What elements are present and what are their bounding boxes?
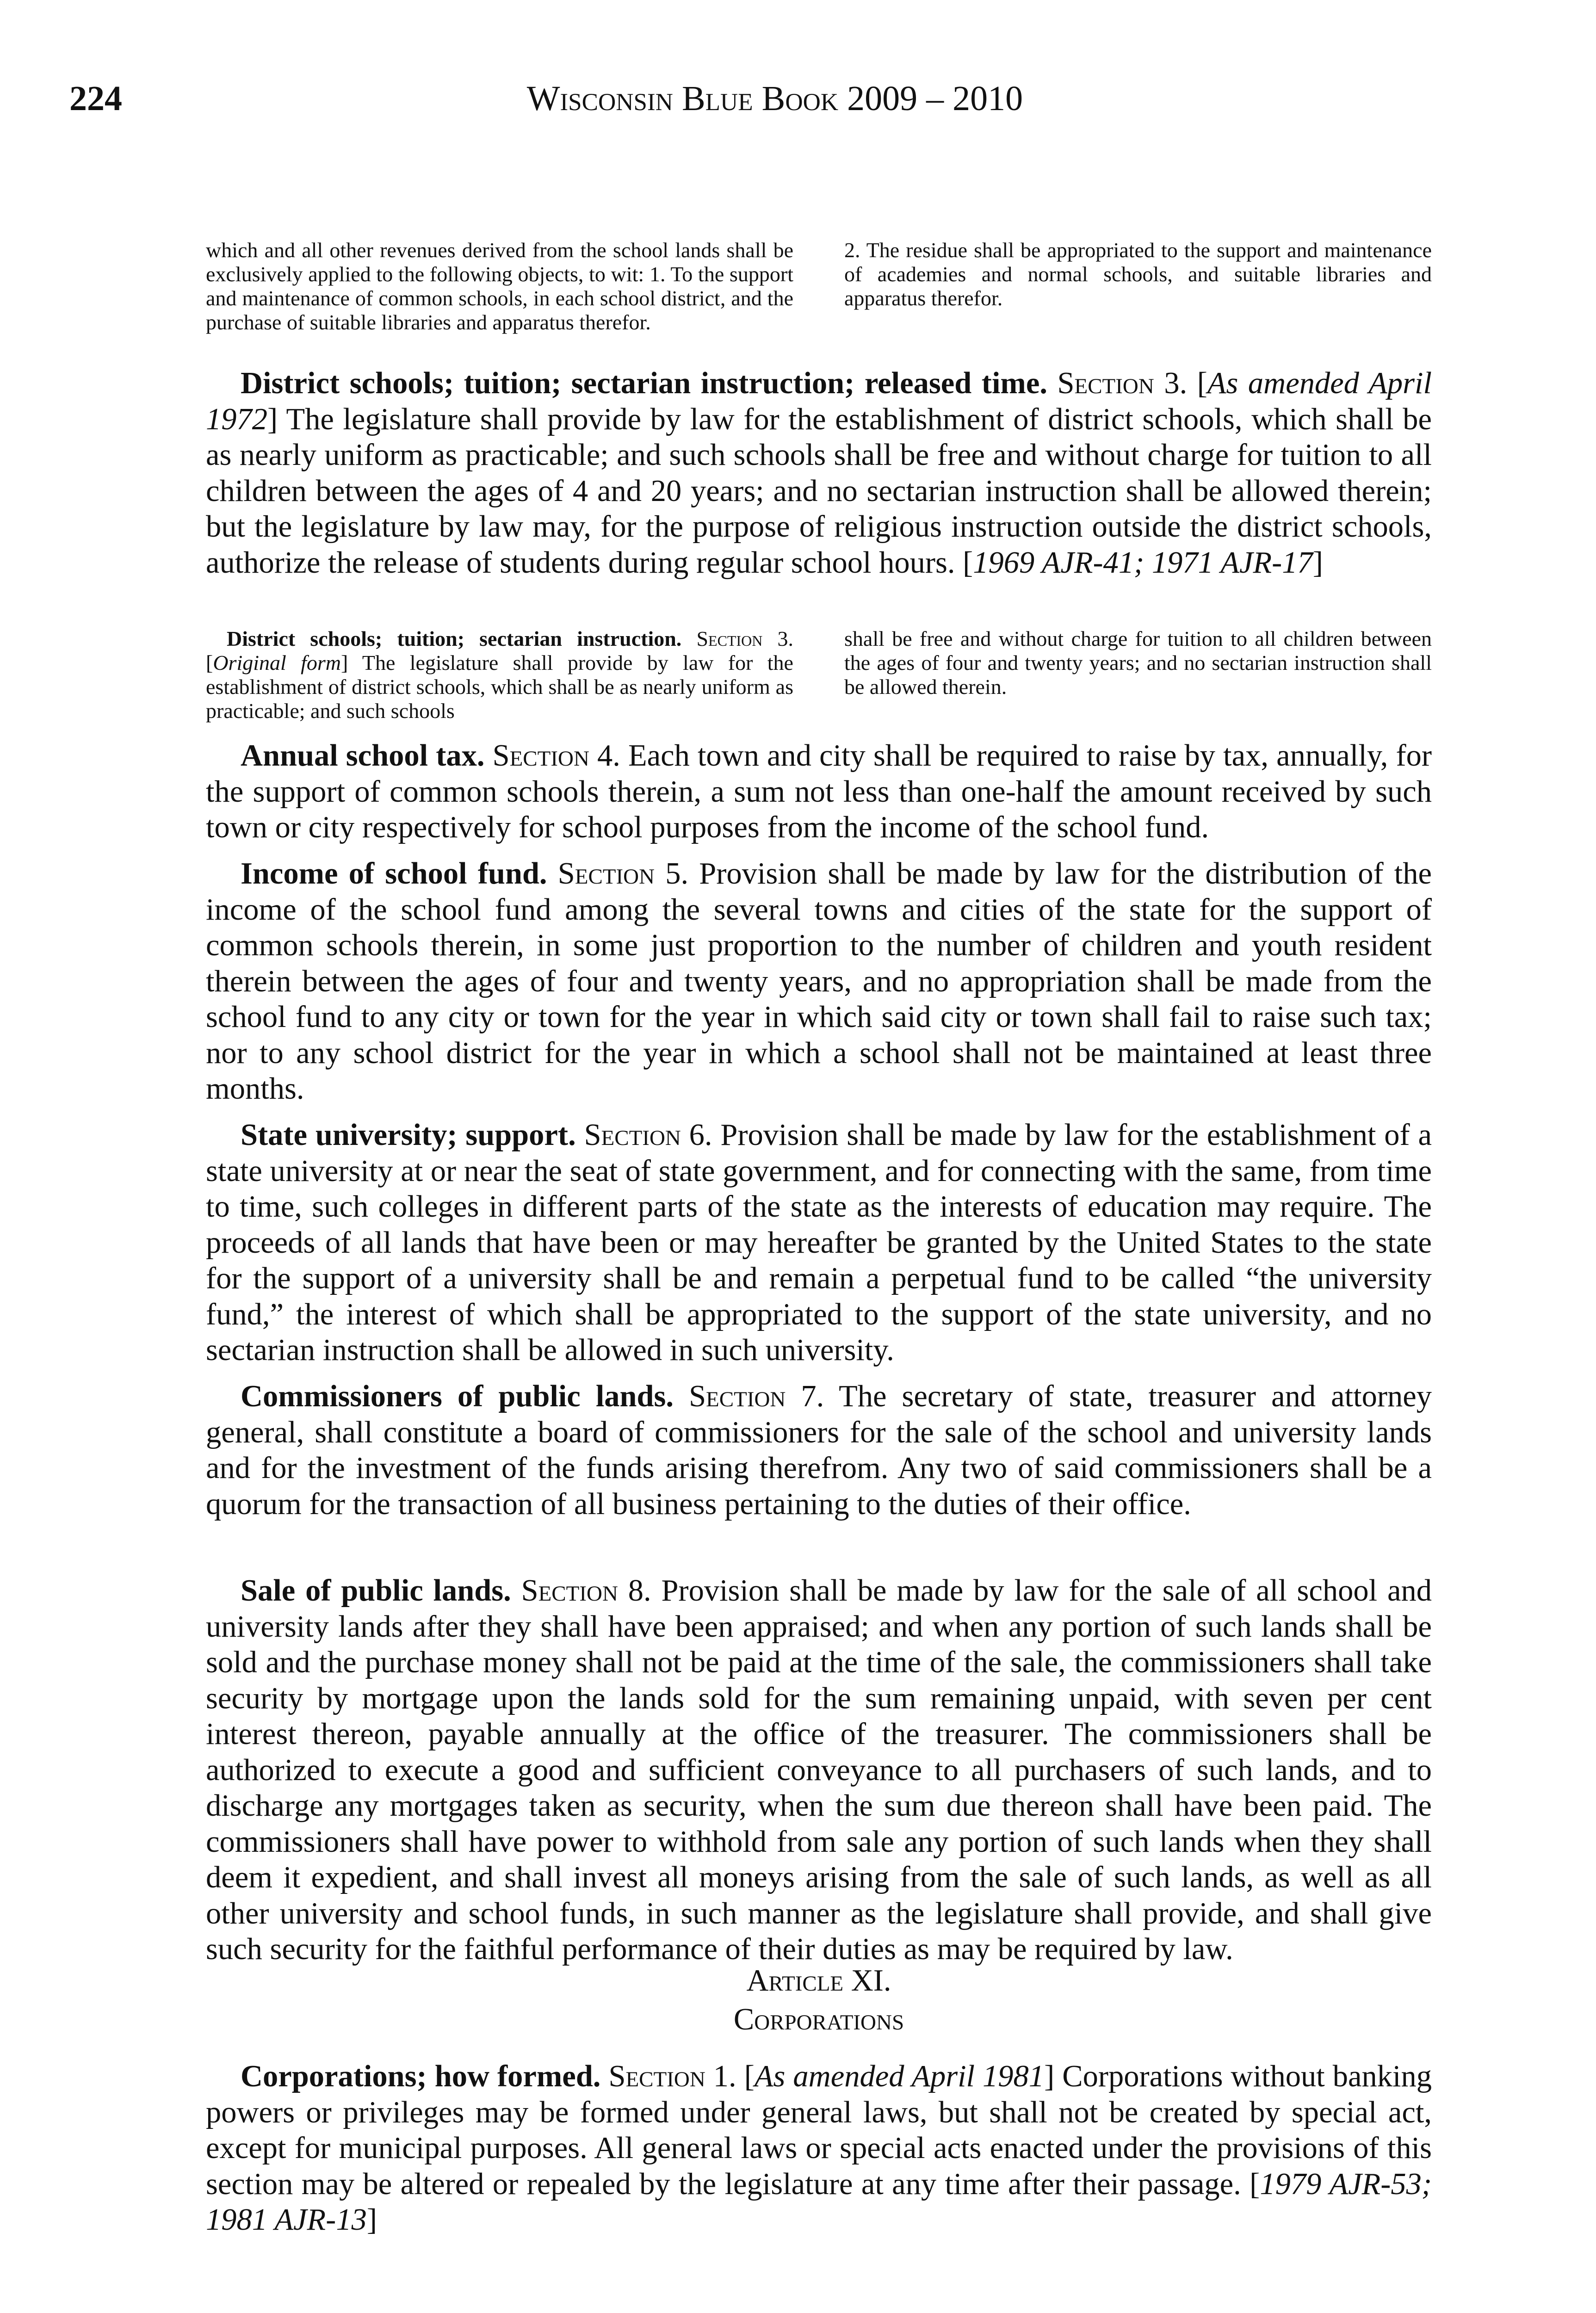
section-5-paragraph [206, 856, 1432, 1107]
citation-open-bracket: [ [963, 545, 973, 580]
citation-close-bracket: ] [366, 2203, 377, 2237]
section-6-paragraph [206, 1117, 1432, 1368]
section-heading: Sale of public lands. [241, 1574, 511, 1608]
notes-left-column [206, 627, 793, 723]
section-text: Provision shall be made by law for the distribution of the income of the school fund among the several towns and cities of the state for the support of common schools therein, in some just proportion to the number of children and youth resident therein between the ages of four and twenty years, and no appropriation shall be made from the school fund to any city or town for the year in which said city or town shall fail to raise such tax; nor to any school district for the year in which a school shall not be maintained at least three months. [206, 857, 1432, 1106]
note-heading: District schools; tuition; sectarian instruction. [227, 627, 682, 650]
section-text: Corporations without banking powers or privileges may be formed under general laws, but shall not be created by special act, except for municipal purposes. All general laws or special acts enacted under the provisions of this section may be altered or repealed by the legislature at any time after their passage. [206, 2059, 1432, 2201]
section-heading: District schools; tuition; sectarian instruction; released time. [241, 366, 1047, 400]
section-heading: Commissioners of public lands. [241, 1379, 674, 1413]
section-heading: State university; support. [241, 1118, 576, 1152]
article-heading [206, 1961, 1432, 2039]
citation: 1979 AJR-53; 1981 AJR-13 [206, 2167, 1432, 2237]
amendment-close-bracket: ] [1044, 2059, 1055, 2093]
section-label: Section 4. [492, 739, 620, 773]
section-label: Section 3. [1057, 366, 1188, 400]
page-number: 224 [69, 79, 122, 118]
section-heading: Annual school tax. [241, 739, 485, 773]
section-4-paragraph [206, 738, 1432, 846]
citation: 1969 AJR-41; 1971 AJR-17 [973, 545, 1313, 580]
section-label: Section 6. [584, 1118, 712, 1152]
section-label: Section 5. [557, 857, 689, 891]
amendment-open-bracket: [ [744, 2059, 755, 2093]
section-3-paragraph [206, 365, 1432, 581]
amendment-open-bracket: [ [1197, 366, 1207, 400]
note-text: The legislature shall provide by law for the establishment of district schools, which shall be as nearly uniform as practicable; and such schools [206, 651, 793, 723]
section-text: Provision shall be made by law for the establishment of a state university at or near the seat of state government, and for connecting with the same, from time to time, such colleges in different parts of the state as the interests of education may require. The proceeds of all lands that have been or may hereafter be granted by the United States to the state for the support of a university shall be and remain a perpetual fund to be called “the university fund,” the interest of which shall be appropriated to the support of the state university, and no sectarian instruction shall be allowed in such university. [206, 1118, 1432, 1367]
note-text: which and all other revenues derived from the school lands shall be exclusively applied to the following objects, to wit: 1. To the support and maintenance of common schools, in each school district, and the purchase of suitable libraries and apparatus therefor. [206, 238, 793, 334]
running-title: Wisconsin Blue Book 2009 – 2010 [526, 79, 1023, 118]
note-paragraph: District schools; tuition; sectarian instruction. Section 3. [Original form] The legislature shall provide by law for the establishment of district schools, which shall be as nearly uniform as practicable; and such schools [206, 627, 793, 723]
notes-left-column [206, 238, 793, 334]
section-8-paragraph [206, 1573, 1432, 1967]
amendment-note: As amended April 1972 [206, 366, 1432, 436]
citation-open-bracket: [ [1250, 2167, 1260, 2201]
note-section-label: Section 3. [696, 627, 793, 650]
note-form-label: Original form [213, 651, 341, 674]
article-section-1-paragraph [206, 2059, 1432, 2238]
section-text: Provision shall be made by law for the sale of all school and university lands after they shall have been appraised; and when any portion of such lands shall be sold and the purchase money shall not be paid at the time of the sale, the commissioners shall take security by mortgage upon the lands sold for the sum remaining unpaid, with seven per cent interest thereon, payable annually at the office of the treasurer. The commissioners shall be authorized to execute a good and sufficient conveyance to all purchasers of such lands, and to discharge any mortgages taken as security, when the sum due thereon shall have been paid. The commissioners shall have power to withhold from sale any portion of such lands when they shall deem it expedient, and shall invest all moneys arising from the sale of such lands, as well as all other university and school funds, in such manner as the legislature shall provide, and shall give such security for the faithful performance of their duties as may be required by law. [206, 1574, 1432, 1966]
section-7-paragraph [206, 1379, 1432, 1522]
citation-close-bracket: ] [1312, 545, 1323, 580]
section-heading: Income of school fund. [241, 857, 547, 891]
section-label: Section 7. [689, 1379, 824, 1413]
section-label: Section 1. [608, 2059, 736, 2093]
amendment-note: As amended April 1981 [754, 2059, 1045, 2093]
note-text: shall be free and without charge for tuition to all children between the ages of four and twenty years; and no sectarian instruction shall be allowed therein. [844, 627, 1432, 699]
section-text: The legislature shall provide by law for the establishment of district schools, which shall be as nearly uniform as practicable; and such schools shall be free and without charge for tuition to all children between the ages of 4 and 20 years; and no sectarian instruction shall be allowed therein; but the legislature by law may, for the purpose of religious instruction outside the district schools, authorize the release of students during regular school hours. [206, 402, 1432, 580]
amendment-close-bracket: ] [267, 402, 278, 436]
section-label: Section 8. [521, 1574, 651, 1608]
article-title: Corporations [733, 2003, 904, 2036]
section-text: The secretary of state, treasurer and attorney general, shall constitute a board of commissioners for the sale of the school and university lands and for the investment of the funds arising therefrom. Any two of said commissioners shall be a quorum for the transaction of all business pertaining to the duties of their office. [206, 1379, 1432, 1521]
notes-right-column [844, 238, 1432, 334]
page-header [69, 79, 1480, 148]
section-heading: Corporations; how formed. [241, 2059, 601, 2093]
historical-notes-original [206, 627, 1432, 723]
notes-right-column [844, 627, 1432, 723]
article-number: Article XI. [746, 1964, 891, 1998]
historical-notes-top [206, 238, 1432, 334]
section-text: Each town and city shall be required to raise by tax, annually, for the support of common schools therein, a sum not less than one-half the amount received by such town or city respectively for school purposes from the income of the school fund. [206, 739, 1432, 844]
note-text: 2. The residue shall be appropriated to the support and maintenance of academies and normal schools, and suitable libraries and apparatus therefor. [844, 238, 1432, 310]
